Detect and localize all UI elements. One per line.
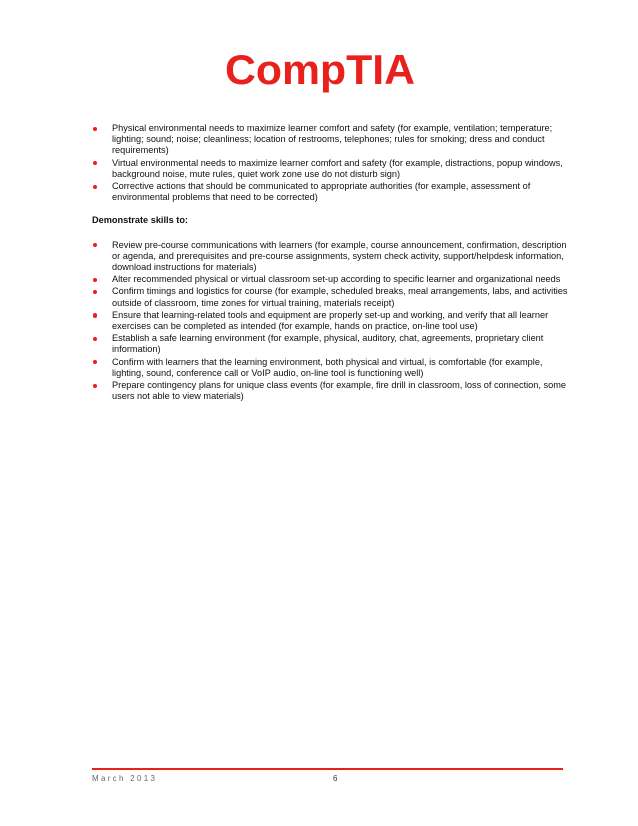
list-item-text: Alter recommended physical or virtual classroom set-up according to specific learner and organizational needs bbox=[112, 274, 561, 285]
list-item-text: Virtual environmental needs to maximize learner comfort and safety (for example, distractions, popup windows, background noise, mute rules, quiet work zone use do not disturb sign) bbox=[112, 157, 563, 179]
footer-divider bbox=[92, 768, 563, 770]
list-item-text: Confirm timings and logistics for course (for example, scheduled breaks, meal arrangements, labs, and activities outside of classroom, time zones for virtual training, materials receipt) bbox=[112, 286, 568, 308]
list-item bbox=[92, 286, 570, 308]
list-item bbox=[92, 123, 570, 157]
skills-list bbox=[92, 240, 570, 403]
document-body bbox=[92, 123, 570, 403]
bullet-icon bbox=[93, 278, 97, 282]
list-item-text: Establish a safe learning environment (for example, physical, auditory, chat, agreements, proprietary client information) bbox=[112, 333, 544, 355]
list-item-text: Ensure that learning-related tools and equipment are properly set-up and working, and verify that all learner exercises can be completed as intended (for example, hands on practice, on-line tool use) bbox=[112, 309, 549, 332]
list-item bbox=[92, 380, 570, 402]
list-item bbox=[92, 333, 570, 355]
bullet-icon bbox=[93, 243, 97, 247]
bullet-icon bbox=[93, 185, 97, 189]
list-item bbox=[92, 240, 570, 274]
bullet-icon bbox=[93, 360, 97, 364]
bullet-icon bbox=[93, 290, 97, 294]
bullet-icon bbox=[93, 313, 97, 317]
list-item-text: Confirm with learners that the learning environment, both physical and virtual, is comfortable (for example, lighting, sound, conference call or VoIP audio, on-line tool is functioning well) bbox=[112, 356, 543, 378]
list-item-text: Physical environmental needs to maximize learner comfort and safety (for example, ventilation; temperature; lighting; sound; noise; cleanliness; location of restrooms, telephones; rules for smoking; dress and conduct requirements) bbox=[112, 123, 553, 156]
comptia-logo bbox=[222, 46, 418, 94]
footer-date: March 2013 bbox=[92, 774, 158, 783]
bullet-icon bbox=[93, 337, 97, 341]
list-item bbox=[92, 181, 570, 203]
page-number: 6 bbox=[333, 774, 338, 783]
list-item bbox=[92, 274, 570, 285]
comptia-logo-graphic bbox=[222, 46, 418, 94]
bullet-icon bbox=[93, 127, 97, 131]
logo-wordmark: CompTIA bbox=[225, 46, 415, 93]
section-heading: Demonstrate skills to: bbox=[92, 215, 188, 226]
list-item-text: Review pre-course communications with learners (for example, course announcement, confirmation, description or agenda, and prerequisites and pre-course assignments, system check activity, support/helpdesk information, download instructions for materials) bbox=[112, 239, 567, 273]
list-item bbox=[92, 310, 570, 332]
list-item bbox=[92, 357, 570, 379]
bullet-icon bbox=[93, 384, 97, 388]
bullet-icon bbox=[93, 161, 97, 165]
list-item-text: Corrective actions that should be communicated to appropriate authorities (for example, assessment of environmental problems that need to be corrected) bbox=[112, 181, 531, 203]
list-item-text: Prepare contingency plans for unique class events (for example, fire drill in classroom, loss of connection, some users not able to view materials) bbox=[112, 380, 566, 402]
list-item bbox=[92, 158, 570, 180]
environment-needs-list bbox=[92, 123, 570, 203]
